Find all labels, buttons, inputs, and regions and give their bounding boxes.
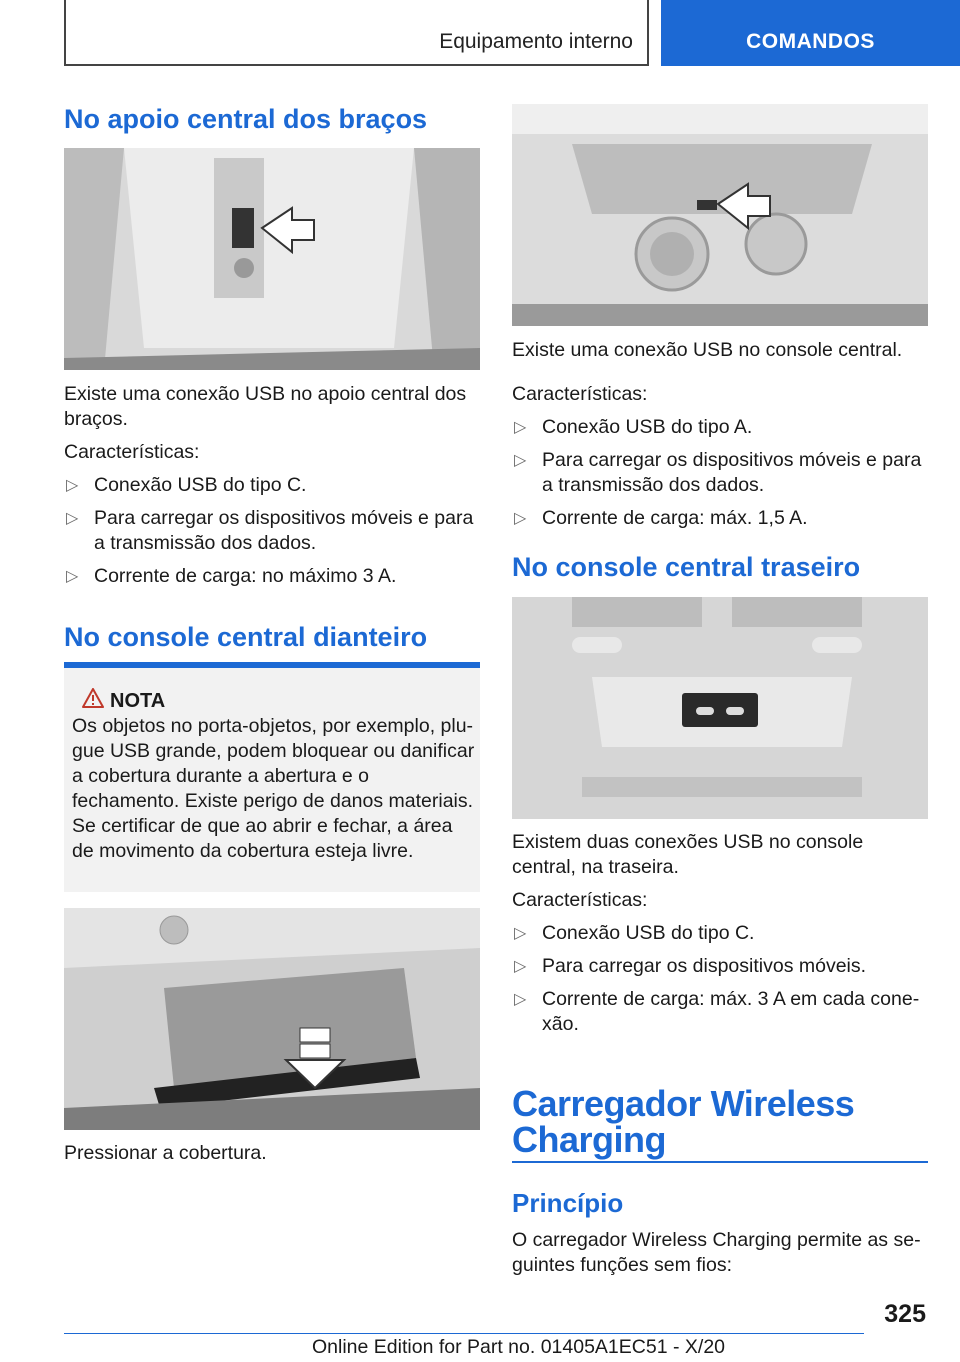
- caption-center-console: Existe uma conexão USB no console central.: [512, 339, 903, 361]
- list-item: ▷ Corrente de carga: no máximo 3 A.: [66, 565, 397, 587]
- triangle-right-outline-icon: ▷: [514, 452, 527, 469]
- footer-rule: [64, 1333, 864, 1334]
- caption-rear-console: Existem duas conexões USB no console central, na traseira.: [512, 831, 864, 878]
- heading-front-console: No console central dianteiro: [64, 622, 428, 652]
- subheading-principle: Princípio: [512, 1188, 624, 1218]
- list-item: ▷ Para carregar os dispositivos móveis e para a transmissão dos dados.: [514, 449, 922, 496]
- features-label-center: Características:: [512, 383, 648, 405]
- triangle-right-outline-icon: ▷: [514, 991, 527, 1008]
- photo-rear-console-usb: [512, 597, 928, 819]
- warning-triangle-icon: [82, 688, 104, 708]
- triangle-right-outline-icon: ▷: [66, 510, 79, 527]
- note-text: Os objetos no porta-objetos, por exemplo, plu-gue USB grande, podem bloquear ou danificar a cobertura durante a abertura e o fechamento. Existe perigo de danos materiais. Se certificar de que ao abrir e fechar, a área de movimento da cobertura esteja livre.: [72, 715, 475, 862]
- paragraph-principle: O carregador Wireless Charging permite as se-guintes funções sem fios:: [512, 1229, 921, 1276]
- list-item: ▷ Corrente de carga: máx. 1,5 A.: [514, 507, 808, 529]
- list-item: ▷ Conexão USB do tipo C.: [66, 474, 307, 496]
- triangle-right-outline-icon: ▷: [514, 925, 527, 942]
- page-number: 325: [884, 1300, 926, 1328]
- header-section-box: [64, 0, 649, 66]
- list-item: ▷ Conexão USB do tipo A.: [514, 416, 753, 438]
- heading-armrest: No apoio central dos braços: [64, 104, 428, 134]
- triangle-right-outline-icon: ▷: [66, 568, 79, 585]
- note-box: [64, 668, 480, 892]
- caption-press-cover: Pressionar a cobertura.: [64, 1142, 267, 1164]
- chapter-title: [512, 1083, 928, 1160]
- chapter-title-line2: Charging: [512, 1119, 666, 1160]
- header-section-title: Equipamento interno: [439, 30, 633, 53]
- triangle-right-outline-icon: ▷: [514, 419, 527, 436]
- note-title: NOTA: [110, 690, 166, 712]
- triangle-right-outline-icon: ▷: [514, 510, 527, 527]
- photo-armrest-usb: [64, 148, 480, 370]
- photo-center-console-usb: [512, 104, 928, 326]
- triangle-right-outline-icon: ▷: [514, 958, 527, 975]
- chapter-rule: [512, 1161, 928, 1163]
- features-label-armrest: Características:: [64, 441, 200, 463]
- chapter-title-line1: Carregador Wireless: [512, 1083, 855, 1124]
- list-item: ▷ Para carregar os dispositivos móveis.: [514, 955, 867, 977]
- header-chapter-tab: [661, 0, 960, 66]
- features-label-rear: Características:: [512, 889, 648, 911]
- list-item: ▷ Conexão USB do tipo C.: [514, 922, 755, 944]
- list-item: ▷ Corrente de carga: máx. 3 A em cada cone-xão.: [514, 988, 920, 1035]
- photo-front-console-cover: [64, 908, 480, 1130]
- triangle-right-outline-icon: ▷: [66, 477, 79, 494]
- header-chapter-title: COMANDOS: [746, 30, 875, 53]
- list-item: ▷ Para carregar os dispositivos móveis e para a transmissão dos dados.: [66, 507, 474, 554]
- footer-edition: Online Edition for Part no. 01405A1EC51 - X/20: [312, 1336, 726, 1358]
- heading-rear-console: No console central traseiro: [512, 552, 861, 582]
- caption-armrest: Existe uma conexão USB no apoio central dos braços.: [64, 383, 467, 430]
